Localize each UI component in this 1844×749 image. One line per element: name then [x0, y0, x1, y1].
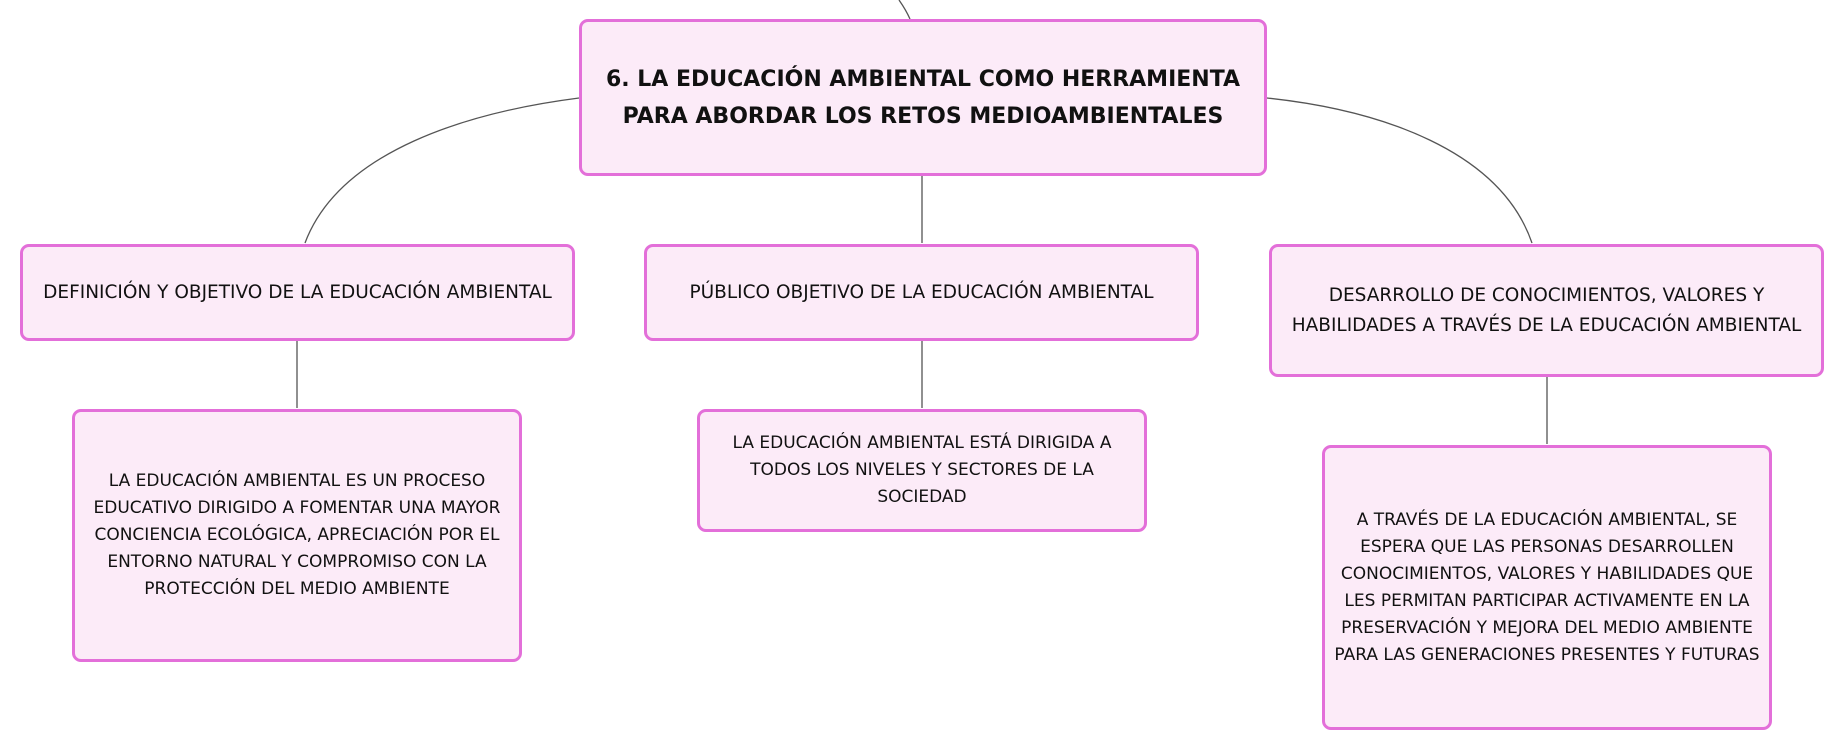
branch-node-publico[interactable]	[644, 244, 1199, 341]
detail-node-desarrollo[interactable]	[1322, 445, 1772, 730]
root-topic-node[interactable]	[579, 19, 1267, 176]
detail-node-definicion[interactable]	[72, 409, 522, 662]
detail-text-publico: LA EDUCACIÓN AMBIENTAL ESTÁ DIRIGIDA A TODOS LOS NIVELES Y SECTORES DE LA SOCIEDAD	[732, 433, 1112, 507]
detail-text-definicion: LA EDUCACIÓN AMBIENTAL ES UN PROCESO EDUCATIVO DIRIGIDO A FOMENTAR UNA MAYOR CONCIENCIA ECOLÓGICA, APRECIACIÓN POR EL ENTORNO NATURAL Y COMPROMISO CON LA PROTECCIÓN DEL MEDIO AMBIENTE	[93, 471, 501, 599]
connector-root-to-definicion	[305, 98, 579, 243]
branch-label-definicion: DEFINICIÓN Y OBJETIVO DE LA EDUCACIÓN AMBIENTAL	[43, 281, 552, 303]
connector-parent-incoming	[899, 0, 910, 19]
branch-label-desarrollo: DESARROLLO DE CONOCIMIENTOS, VALORES Y HABILIDADES A TRAVÉS DE LA EDUCACIÓN AMBIENTAL	[1291, 284, 1802, 336]
connector-root-to-desarrollo	[1267, 98, 1532, 243]
detail-text-desarrollo: A TRAVÉS DE LA EDUCACIÓN AMBIENTAL, SE ESPERA QUE LAS PERSONAS DESARROLLEN CONOCIMIENTOS, VALORES Y HABILIDADES QUE LES PERMITAN PARTICIPAR ACTIVAMENTE EN LA PRESERVACIÓN Y MEJORA DEL MEDIO AMBIENTE PARA LAS GENERACIONES PRESENTES Y FUTURAS	[1334, 509, 1760, 665]
root-topic-label: 6. LA EDUCACIÓN AMBIENTAL COMO HERRAMIENTA PARA ABORDAR LOS RETOS MEDIOAMBIENTALES	[605, 66, 1241, 129]
branch-node-definicion[interactable]	[20, 244, 575, 341]
branch-label-publico: PÚBLICO OBJETIVO DE LA EDUCACIÓN AMBIENTAL	[689, 281, 1154, 303]
detail-node-publico[interactable]	[697, 409, 1147, 532]
branch-node-desarrollo[interactable]	[1269, 244, 1824, 377]
